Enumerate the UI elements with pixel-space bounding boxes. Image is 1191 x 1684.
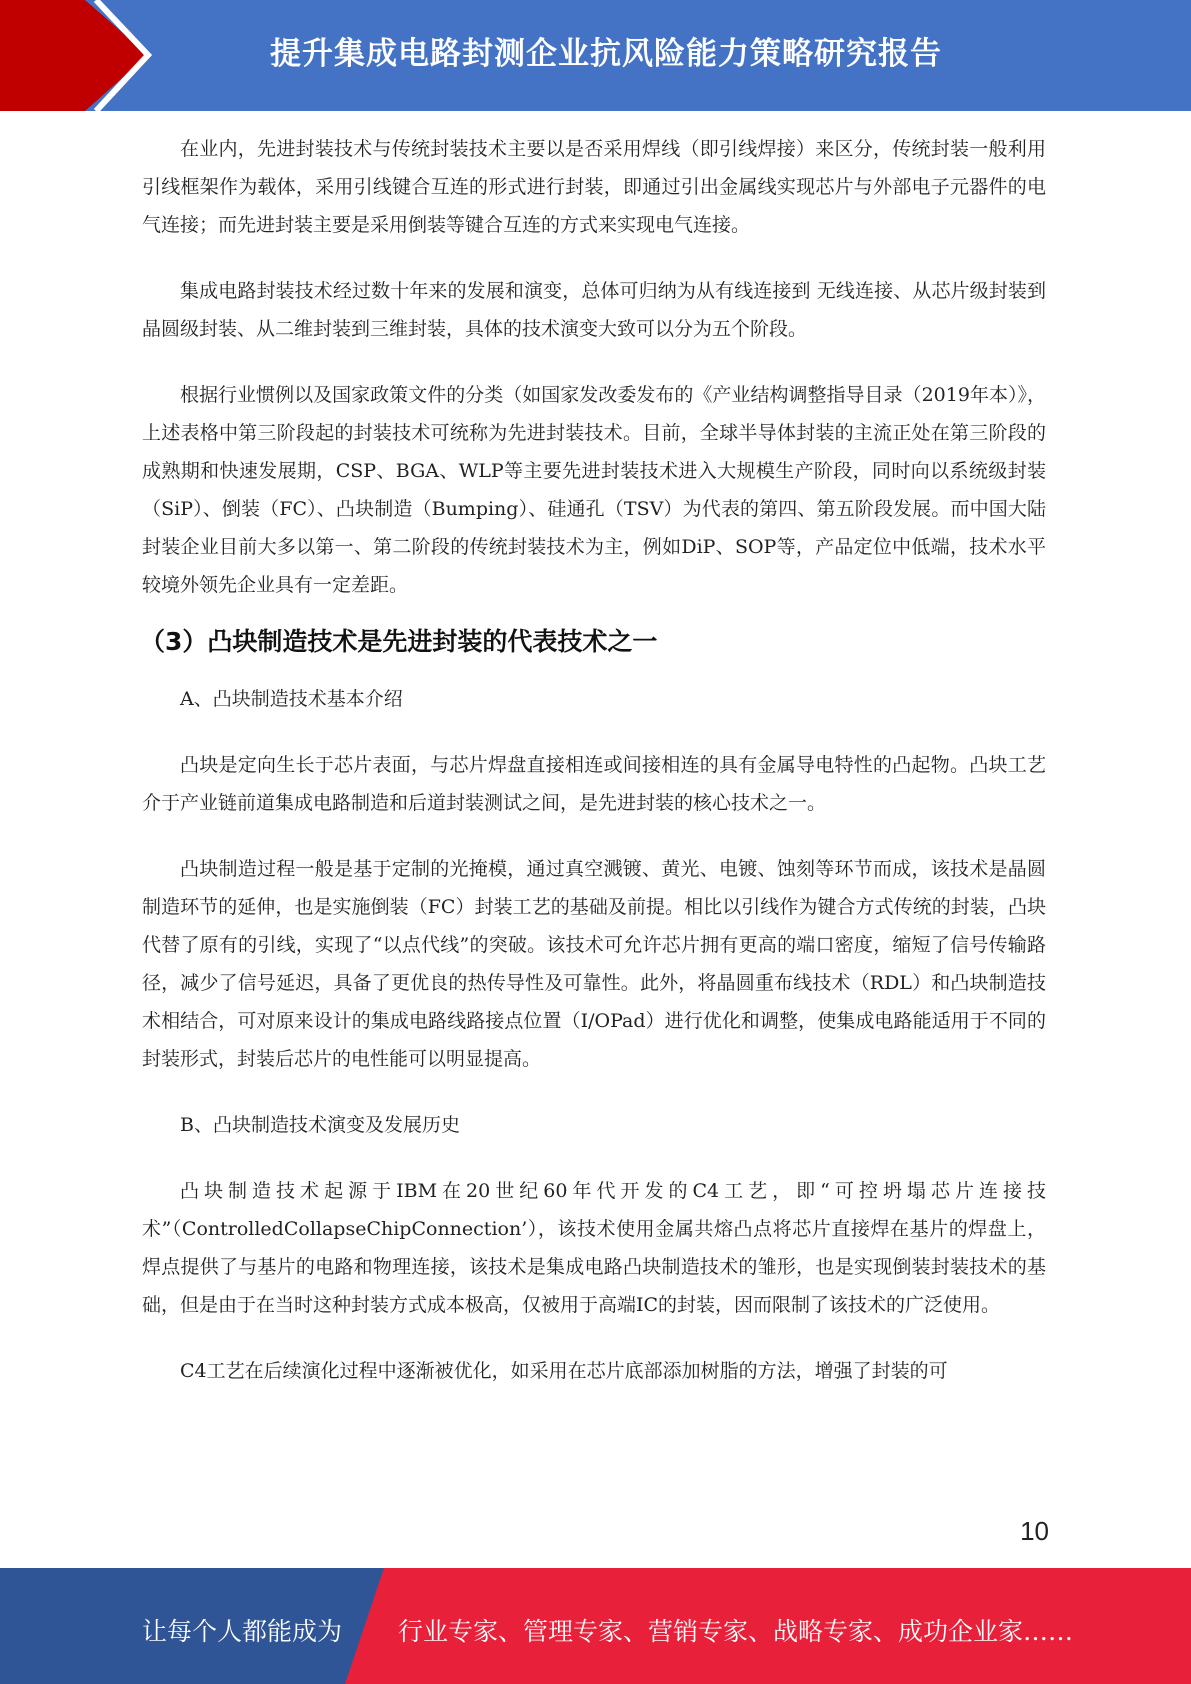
subheading-b: B、凸块制造技术演变及发展历史 (180, 1114, 460, 1136)
report-title: 提升集成电路封测企业抗风险能力策略研究报告 (270, 36, 942, 72)
page-number: 10 (1020, 1516, 1049, 1546)
header-red-chevron (0, 0, 148, 111)
paragraph: 集成电路封装技术经过数十年来的发展和演变，总体可归纳为从有线连接到 无线连接、从芯片级封装到晶圆级封装、从二维封装到三维封装，具体的技术演变大致可以分为五个阶段。 (142, 280, 1046, 340)
paragraph: 凸块制造过程一般是基于定制的光掩模，通过真空溅镀、黄光、电镀、蚀刻等环节而成，该技术是晶圆制造环节的延伸，也是实施倒装（FC）封装工艺的基础及前提。相比以引线作为键合方式传统的封装，凸块代替了原有的引线，实现了“以点代线”的突破。该技术可允许芯片拥有更高的端口密度，缩短了信号传输路径，减少了信号延迟，具备了更优良的热传导性及可靠性。此外，将晶圆重布线技术（RDL）和凸块制造技术相结合，可对原来设计的集成电路线路接点位置（I/OPad）进行优化和调整，使集成电路能适用于不同的封装形式，封装后芯片的电性能可以明显提高。 (142, 858, 1046, 1070)
paragraph: 根据行业惯例以及国家政策文件的分类（如国家发改委发布的《产业结构调整指导目录（2019年本）》，上述表格中第三阶段起的封装技术可统称为先进封装技术。目前，全球半导体封装的主流正处在第三阶段的成熟期和快速发展期，CSP、BGA、WLP等主要先进封装技术进入大规模生产阶段，同时向以系统级封装（SiP）、倒装（FC）、凸块制造（Bumping）、硅通孔（TSV）为代表的第四、第五阶段发展。而中国大陆封装企业目前大多以第一、第二阶段的传统封装技术为主，例如DiP、SOP等，产品定位中低端，技术水平较境外领先企业具有一定差距。 (142, 384, 1046, 596)
paragraph: 凸块是定向生长于芯片表面，与芯片焊盘直接相连或间接相连的具有金属导电特性的凸起物。凸块工艺介于产业链前道集成电路制造和后道封装测试之间，是先进封装的核心技术之一。 (142, 754, 1046, 814)
spacer (142, 1078, 1046, 1106)
footer-slogan-left: 让每个人都能成为 (142, 1617, 343, 1646)
spacer (142, 348, 1046, 376)
page-header (0, 0, 1191, 111)
document-body (142, 130, 1046, 1390)
spacer (142, 244, 1046, 272)
spacer (142, 1144, 1046, 1172)
page-footer (0, 1568, 1191, 1684)
spacer (142, 822, 1046, 850)
paragraph: 在业内，先进封装技术与传统封装技术主要以是否采用焊线（即引线焊接）来区分，传统封装一般利用引线框架作为载体，采用引线键合互连的形式进行封装，即通过引出金属线实现芯片与外部电子元器件的电气连接；而先进封装主要是采用倒装等键合互连的方式来实现电气连接。 (142, 138, 1046, 236)
spacer (142, 718, 1046, 746)
paragraph: C4工艺在后续演化过程中逐渐被优化，如采用在芯片底部添加树脂的方法，增强了封装的可 (180, 1360, 948, 1382)
section-heading: （3）凸块制造技术是先进封装的代表技术之一 (140, 627, 658, 656)
spacer (142, 1324, 1046, 1352)
subheading-a: A、凸块制造技术基本介绍 (180, 688, 403, 710)
paragraph: 凸块制造技术起源于IBM在20世纪60年代开发的C4工艺，即“可控坍塌芯片连接技术”（ControlledCollapseChipConnection’），该技术使用金属共熔凸点将芯片直接焊在基片的焊盘上，焊点提供了与基片的电路和物理连接，该技术是集成电路凸块制造技术的雏形，也是实现倒装封装技术的基础，但是由于在当时这种封装方式成本极高，仅被用于高端IC的封装，因而限制了该技术的广泛使用。 (142, 1180, 1046, 1316)
footer-slogan-right: 行业专家、管理专家、营销专家、战略专家、成功企业家…… (398, 1617, 1074, 1646)
